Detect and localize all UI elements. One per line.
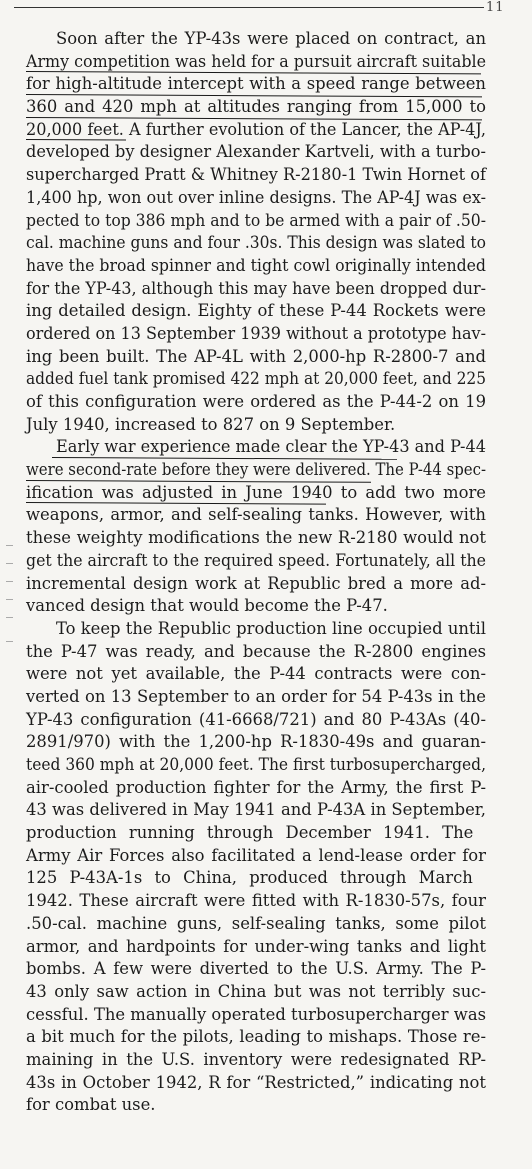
text-line: ification was adjusted in June 1940 to add two more bbox=[26, 482, 486, 505]
text-line: the P-47 was ready, and because the R-2800 engines bbox=[26, 641, 486, 661]
text-line: a bit much for the pilots, leading to mishaps. Those re- bbox=[26, 1027, 486, 1047]
text-line: were second-rate before they were delivered. The P-44 spec- bbox=[26, 459, 486, 482]
text-line: 125 P-43A-1s to China, produced through March bbox=[26, 868, 473, 888]
text-line: added fuel tank promised 422 mph at 20,000 feet, and 225 bbox=[26, 369, 486, 389]
text-line: 360 and 420 mph at altitudes ranging from 15,000 to bbox=[26, 96, 486, 119]
text-line: ing detailed design. Eighty of these P-44 Rockets were bbox=[26, 301, 486, 321]
text-line: Soon after the YP-43s were placed on contract, an bbox=[56, 29, 486, 48]
text-line: supercharged Pratt & Whitney R-2180-1 Twin Hornet of bbox=[26, 165, 486, 185]
text-line: July 1940, increased to 827 on 9 September. bbox=[26, 414, 396, 434]
text-line: vanced design that would become the P-47. bbox=[26, 596, 388, 616]
text-line: 1,400 hp, won out over inline designs. The AP-4J was ex- bbox=[26, 187, 486, 207]
text-line: Army competition was held for a pursuit aircraft suitable bbox=[26, 51, 486, 74]
text-line: these weighty modifications the new R-2180 would not bbox=[26, 528, 486, 548]
text-line: bombs. A few were diverted to the U.S. Army. The P- bbox=[26, 959, 486, 979]
text-line: cessful. The manually operated turbosupercharger was bbox=[26, 1004, 486, 1024]
text-line: production running through December 1941. The bbox=[26, 823, 474, 843]
text-line: To keep the Republic production line occupied until bbox=[56, 618, 486, 638]
text-line: 43s in October 1942, R for “Restricted,” indicating not bbox=[26, 1072, 486, 1092]
text-line: pected to top 386 mph and to be armed with a pair of .50- bbox=[26, 210, 486, 230]
text-line: .50-cal. machine guns, self-sealing tanks, some pilot bbox=[26, 913, 486, 933]
text-line: 2891/970) with the 1,200-hp R-1830-49s and guaran- bbox=[26, 732, 486, 752]
text-line: 43 only saw action in China but was not terribly suc- bbox=[26, 981, 486, 1001]
text-line: of this configuration were ordered as the P-44-2 on 19 bbox=[26, 392, 486, 411]
text-line: Army Air Forces also facilitated a lend-lease order for bbox=[26, 845, 486, 865]
margin-marks bbox=[4, 545, 16, 665]
text-line: for the YP-43, although this may have been dropped dur- bbox=[26, 278, 486, 298]
text-line: have the broad spinner and tight cowl originally intended bbox=[26, 255, 486, 275]
text-line: cal. machine guns and four .30s. This design was slated to bbox=[26, 233, 486, 253]
text-line: 20,000 feet. A further evolution of the Lancer, the AP-4J, bbox=[26, 119, 486, 142]
text-line: developed by designer Alexander Kartveli, with a turbo- bbox=[26, 142, 486, 162]
text-line: armor, and hardpoints for under-wing tanks and light bbox=[26, 936, 486, 956]
text-line: for combat use. bbox=[26, 1095, 156, 1115]
text-line: ing been built. The AP-4L with 2,000-hp R-2800-7 and bbox=[26, 346, 486, 366]
text-line: for high-altitude intercept with a speed range between bbox=[26, 73, 486, 96]
text-line: Early war experience made clear the YP-43 and P-44 bbox=[26, 436, 486, 459]
text-line: maining in the U.S. inventory were redesignated RP- bbox=[26, 1049, 486, 1069]
text-line: incremental design work at Republic bred a more ad- bbox=[26, 573, 486, 593]
text-line: YP-43 configuration (41-6668/721) and 80 P-43As (40- bbox=[26, 709, 486, 729]
text-line: weapons, armor, and self-sealing tanks. However, with bbox=[26, 505, 486, 525]
text-line: 1942. These aircraft were fitted with R-1830-57s, four bbox=[26, 891, 486, 911]
text-line: get the aircraft to the required speed. Fortunately, all the bbox=[26, 550, 486, 570]
text-line: 43 was delivered in May 1941 and P-43A in September, bbox=[26, 800, 486, 820]
text-line: air-cooled production fighter for the Army, the first P- bbox=[26, 777, 486, 797]
page-number: 11 bbox=[486, 0, 505, 15]
text-line: were not yet available, the P-44 contracts were con- bbox=[26, 664, 486, 684]
text-line: ordered on 13 September 1939 without a prototype hav- bbox=[26, 323, 486, 343]
text-line: verted on 13 September to an order for 54 P-43s in the bbox=[26, 686, 486, 706]
text-line: teed 360 mph at 20,000 feet. The first turbosupercharged, bbox=[26, 755, 486, 774]
body-text bbox=[26, 28, 486, 1117]
header-rule bbox=[14, 7, 484, 8]
